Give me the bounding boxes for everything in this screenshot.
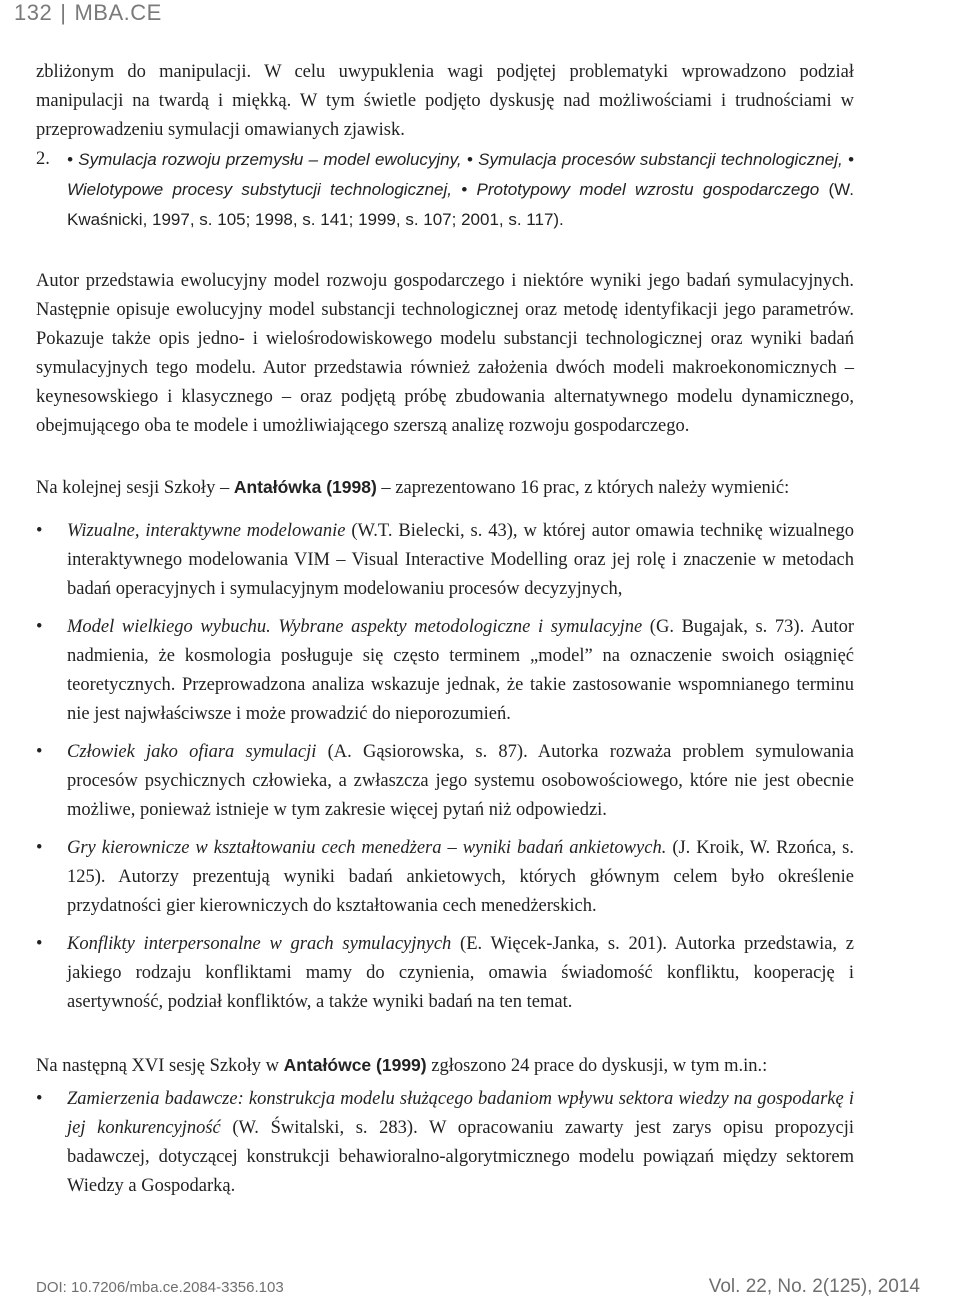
work-title: Wizualne, interaktywne modelowanie	[67, 521, 346, 541]
work-title: Zamierzenia badawcze: konstrukcja modelu służącego badaniom wpływu sektora wiedzy na gospodarkę i jej konkurencyjność	[67, 1089, 854, 1138]
article-body	[36, 58, 854, 1201]
list-item	[36, 834, 854, 921]
bullet-list-1998	[36, 517, 854, 1017]
list-item	[36, 517, 854, 604]
session-1999-intro	[36, 1051, 854, 1081]
work-title: Model wielkiego wybuchu. Wybrane aspekty metodologiczne i symulacyjne	[67, 617, 643, 637]
work-description: (W. Świtalski, s. 283). W opracowaniu zawarty jest zarys opisu propozycji badawczej, dotyczącej konstrukcji behawioralno-algorytmicznego modelu powiązań między sektorem Wiedzy a Gospodarką.	[67, 1118, 854, 1196]
item-number: 2.	[36, 149, 50, 169]
work-description: (J. Kroik, W. Rzońca, s. 125). Autorzy prezentują wyniki badań ankietowych, których głównym celem było określenie przydatności gier kierowniczych do kształtowania cech menedżerskich.	[67, 838, 855, 916]
numbered-item-2	[36, 145, 854, 235]
list-item-text	[67, 738, 854, 825]
bullet-icon: •	[36, 1089, 43, 1109]
work-description: (W.T. Bielecki, s. 43), w której autor omawia technikę wizualnego interaktywnego modelowania VIM – Visual Interactive Modelling oraz jej rolę i znaczenie w metodach badań operacyjnych i symulacyjnym modelowaniu procesów decyzyjnych,	[67, 521, 854, 599]
item-2-reference: (W. Kwaśnicki, 1997, s. 105; 1998, s. 141; 1999, s. 107; 2001, s. 117).	[67, 180, 854, 229]
list-item	[36, 738, 854, 825]
header-separator: |	[60, 0, 67, 25]
list-item	[36, 930, 854, 1017]
list-item-text	[67, 1085, 854, 1201]
session-1999-text-a: Na następną XVI sesję Szkoły w	[36, 1056, 284, 1076]
work-title: Człowiek jako ofiara symulacji	[67, 742, 317, 762]
session-1999-place: Antałówce (1999)	[283, 1055, 427, 1075]
author-paragraph: Autor przedstawia ewolucyjny model rozwoju gospodarczego i niektóre wyniki jego badań symulacyjnych. Następnie opisuje ewolucyjny model substancji technologicznej oraz metodę identyfikacji jego parametrów. Pokazuje także opis jedno- i wielośrodowiskowego modelu substancji technologicznej oraz wyniki badań symulacyjnych tego modelu. Autor przedstawia również założenia dwóch modeli makroekonomicznych – keynesowskiego i klasycznego – oraz podjętą próbę zbudowania alternatywnego modelu dynamicznego, obejmującego oba te modele i umożliwiającego szerszą analizę rozwoju gospodarczego.	[36, 271, 854, 436]
work-title: Konflikty interpersonalne w grach symulacyjnych	[67, 934, 452, 954]
volume-info: Vol. 22, No. 2(125), 2014	[708, 1276, 920, 1297]
bullet-icon: •	[36, 934, 43, 954]
bullet-list-1999	[36, 1085, 854, 1201]
page-footer	[36, 1276, 920, 1298]
session-1999-text-b: zgłoszono 24 prace do dyskusji, w tym m.in.:	[426, 1056, 768, 1076]
work-description: (E. Więcek-Janka, s. 201). Autorka przedstawia, z jakiego rodzaju konfliktami mamy do czynienia, omawia świadomość konfliktu, kooperację i asertywność, podział konfliktów, a także wyniki badań na ten temat.	[67, 934, 854, 1012]
list-item-text	[67, 613, 854, 729]
list-item-text	[67, 930, 854, 1017]
work-title: Gry kierownicze w kształtowaniu cech menedżera – wyniki badań ankietowych.	[67, 838, 667, 858]
item-2-text	[67, 145, 854, 235]
session-1998-text-a: Na kolejnej sesji Szkoły –	[36, 478, 234, 498]
running-header	[14, 0, 162, 26]
session-1998-text-b: – zaprezentowano 16 prac, z których należy wymienić:	[376, 478, 790, 498]
bullet-icon: •	[36, 838, 43, 858]
list-item-text	[67, 834, 854, 921]
bullet-icon: •	[36, 742, 43, 762]
journal-name: MBA.CE	[74, 0, 162, 25]
bullet-icon: •	[36, 521, 43, 541]
list-item	[36, 1085, 854, 1201]
item-2-titles: • Symulacja rozwoju przemysłu – model ewolucyjny, • Symulacja procesów substancji technologicznej, • Wielotypowe procesy substytucji technologicznej, • Prototypowy model wzrostu gospodarczego	[67, 150, 854, 199]
intro-paragraph: zbliżonym do manipulacji. W celu uwypuklenia wagi podjętej problematyki wprowadzono podział manipulacji na twardą i miękką. W tym świetle podjęto dyskusję nad możliwościami i trudnościami w przeprowadzeniu symulacji omawianych zjawisk.	[36, 62, 854, 140]
page-number: 132	[14, 0, 53, 25]
work-description: (A. Gąsiorowska, s. 87). Autorka rozważa problem symulowania procesów psychicznych człowieka, a zwłaszcza jego systemu osobowościowego, które nie jest obecnie możliwe, ponieważ istnieje w tym zakresie więcej pytań niż odpowiedzi.	[67, 742, 855, 820]
session-1998-intro	[36, 473, 854, 503]
list-item	[36, 613, 854, 729]
work-description: (G. Bugajak, s. 73). Autor nadmienia, że kosmologia posługuje się często terminem „model” na oznaczenie swoich osiągnięć teoretycznych. Przeprowadzona analiza wskazuje jednak, że takie zastosowanie wspomnianego terminu nie jest najwłaściwsze i może prowadzić do nieporozumień.	[67, 617, 854, 724]
session-1998-place: Antałówka (1998)	[233, 477, 377, 497]
list-item-text	[67, 517, 854, 604]
bullet-icon: •	[36, 617, 43, 637]
doi-link[interactable]: DOI: 10.7206/mba.ce.2084-3356.103	[36, 1279, 284, 1296]
